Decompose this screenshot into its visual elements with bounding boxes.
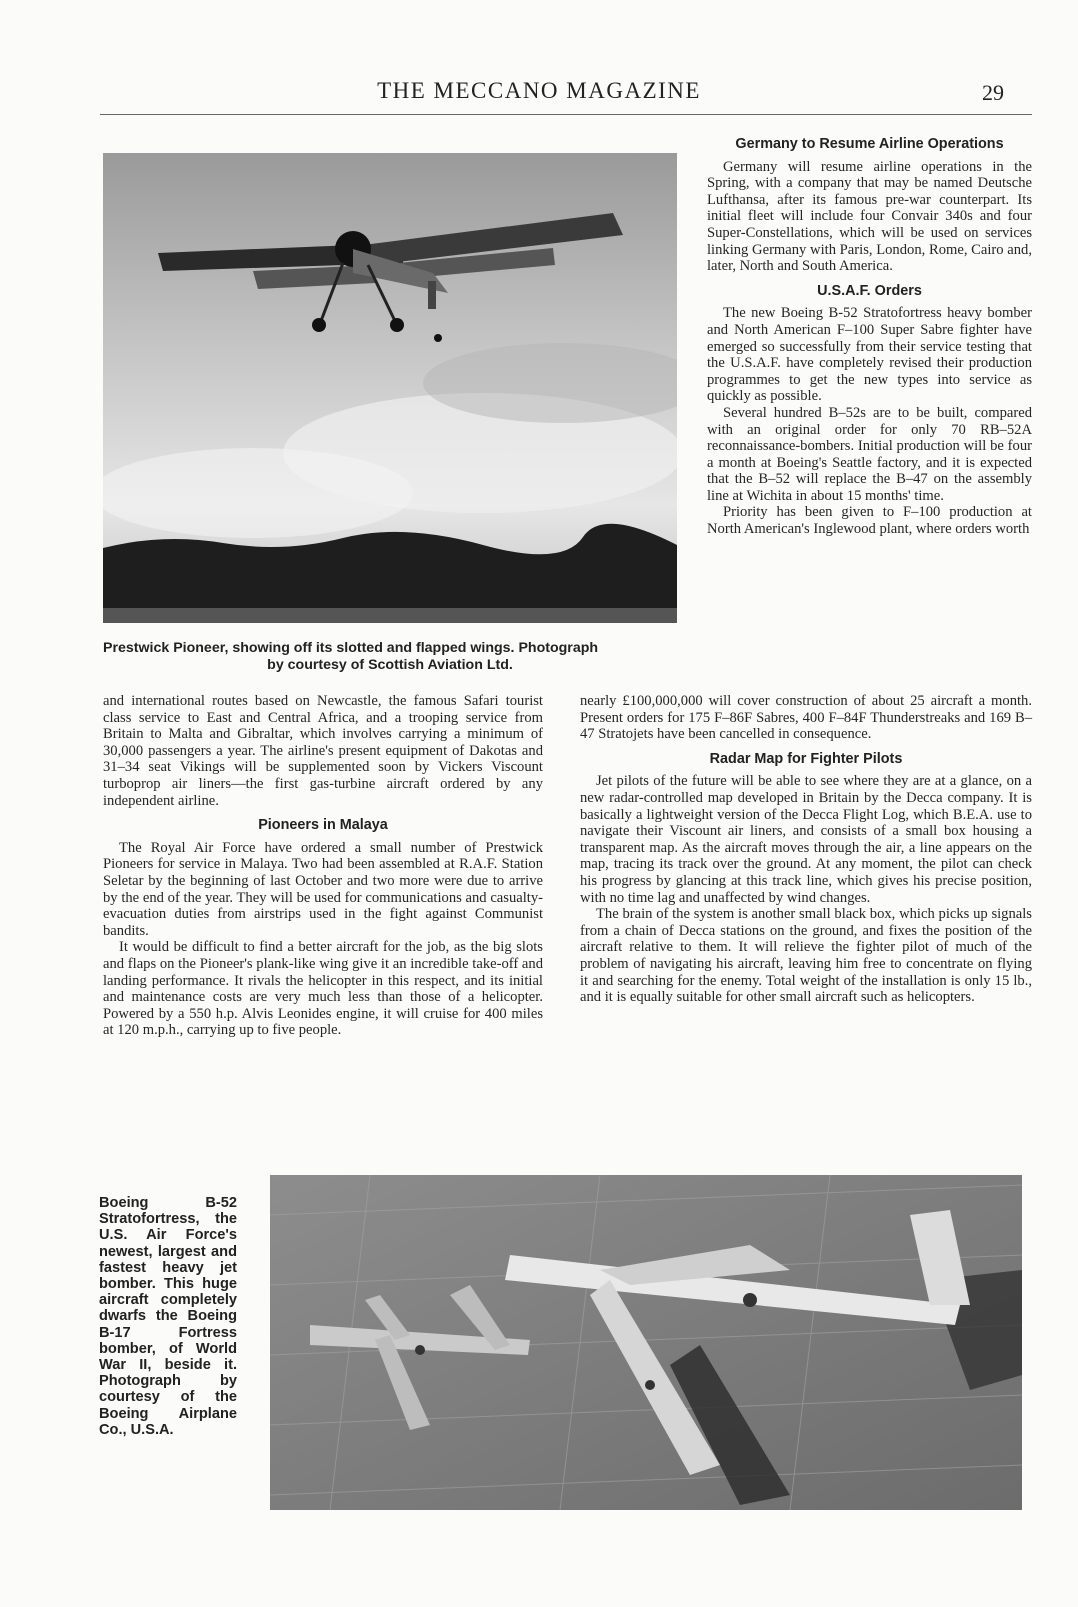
heading-pioneers-in-malaya: Pioneers in Malaya — [258, 817, 388, 834]
paragraph: It would be difficult to find a better aircraft for the job, as the big slots and flaps on the Pioneer's plank-like wing give it an incredible take-off and landing performance. It rivals the helicopter in this respect, and its initial and maintenance costs are very much less than those of a helicopter. Powered by a 550 h.p. Alvis Leonides engine, it will cruise for 400 miles at 120 m.p.h., carrying up to five people. — [103, 939, 543, 1039]
paragraph: The brain of the system is another small black box, which picks up signals from a chain of Decca stations on the ground, and fixes the position of the aircraft relative to them. It will relieve the fighter pilot of much of the problem of navigating his aircraft, leaving him free to concentrate on flying it and searching for the enemy. Total weight of the installation is only 15 lb., and it is equally suitable for other small aircraft such as helicopters. — [580, 906, 1032, 1006]
pioneer-photo — [103, 153, 677, 623]
paragraph: Jet pilots of the future will be able to see where they are at a glance, on a new radar-controlled map developed in Britain by the Decca company. It is basically a lightweight version of the Decca Flight Log, which B.E.A. use to navigate their Viscount air liners, and consists of a small box housing a transparent map. As the aircraft moves through the air, a line appears on the map, tracing its track over the ground. At any moment, the pilot can check his progress by glancing at this track line, which gives his precise position, with no time lag and unaffected by wind changes. — [580, 773, 1032, 906]
right-column-lower — [580, 693, 1032, 1006]
left-column — [103, 693, 543, 1039]
right-column-upper — [707, 136, 1032, 538]
paragraph: The Royal Air Force have ordered a small number of Prestwick Pioneers for service in Malaya. Two had been assembled at R.A.F. Station Seletar by the beginning of last October and two more were due to arrive by the end of the year. They will be used for communications and casualty-evacuation duties from airstrips used in the fight against Communist bandits. — [103, 839, 543, 939]
paragraph: Several hundred B–52s are to be built, compared with an original order for only 70 RB–52A reconnaissance-bombers. Initial production will be four a month at Boeing's Seattle factory, and it is expected that the B–52 will replace the B–47 on the assembly line at Wichita in about 15 months' time. — [707, 404, 1032, 504]
header-rule — [100, 114, 1032, 115]
paragraph: The new Boeing B-52 Stratofortress heavy bomber and North American F–100 Super Sabre fighter have emerged so successfully from their service testing that the U.S.A.F. have completely revised their production programmes to get the new types into service as quickly as possible. — [707, 305, 1032, 405]
b52-photo — [270, 1175, 1022, 1510]
page-number: 29 — [982, 80, 1004, 105]
heading-germany-airline: Germany to Resume Airline Operations — [735, 136, 1004, 152]
b52-caption: Boeing B-52 Stratofortress, the U.S. Air Force's newest, largest and fastest heavy jet bomber. This huge aircraft completely dwarfs the Boeing B-17 Fortress bomber, of World War II, beside it. Photograph by courtesy of the Boeing Airplane Co., U.S.A. — [99, 1195, 237, 1438]
pioneer-caption — [103, 640, 677, 674]
paragraph: nearly £100,000,000 will cover construction of about 25 aircraft a month. Present orders for 175 F–86F Sabres, 400 F–84F Thunderstreaks and 169 B–47 Stratojets have been cancelled in consequence. — [580, 693, 1032, 743]
magazine-title: THE MECCANO MAGAZINE — [377, 78, 701, 103]
paragraph: and international routes based on Newcastle, the famous Safari tourist class service to East and Central Africa, and a trooping service from Britain to Malta and Gibraltar, which involves carrying a minimum of 30,000 passengers a year. The airline's present equipment of Dakotas and 31–34 seat Vikings will be supplemented soon by Vickers Viscount turboprop air liners—the first gas-turbine aircraft ordered by any independent airline. — [103, 693, 543, 809]
heading-radar-map: Radar Map for Fighter Pilots — [709, 750, 903, 767]
paragraph: Germany will resume airline operations in the Spring, with a company that may be named Deutsche Lufthansa, after its famous pre-war counterpart. Its initial fleet will include four Convair 340s and four Super-Constellations, which will be used on services linking Germany with Paris, London, Rome, Cairo and, later, North and South America. — [707, 158, 1032, 275]
paragraph: Priority has been given to F–100 production at North American's Inglewood plant, where orders worth — [707, 504, 1032, 538]
pioneer-caption-line2: by courtesy of Scottish Aviation Ltd. — [267, 657, 513, 673]
pioneer-caption-line1: Prestwick Pioneer, showing off its slotted and flapped wings. Photograph — [103, 640, 599, 656]
heading-usaf-orders: U.S.A.F. Orders — [817, 282, 922, 299]
